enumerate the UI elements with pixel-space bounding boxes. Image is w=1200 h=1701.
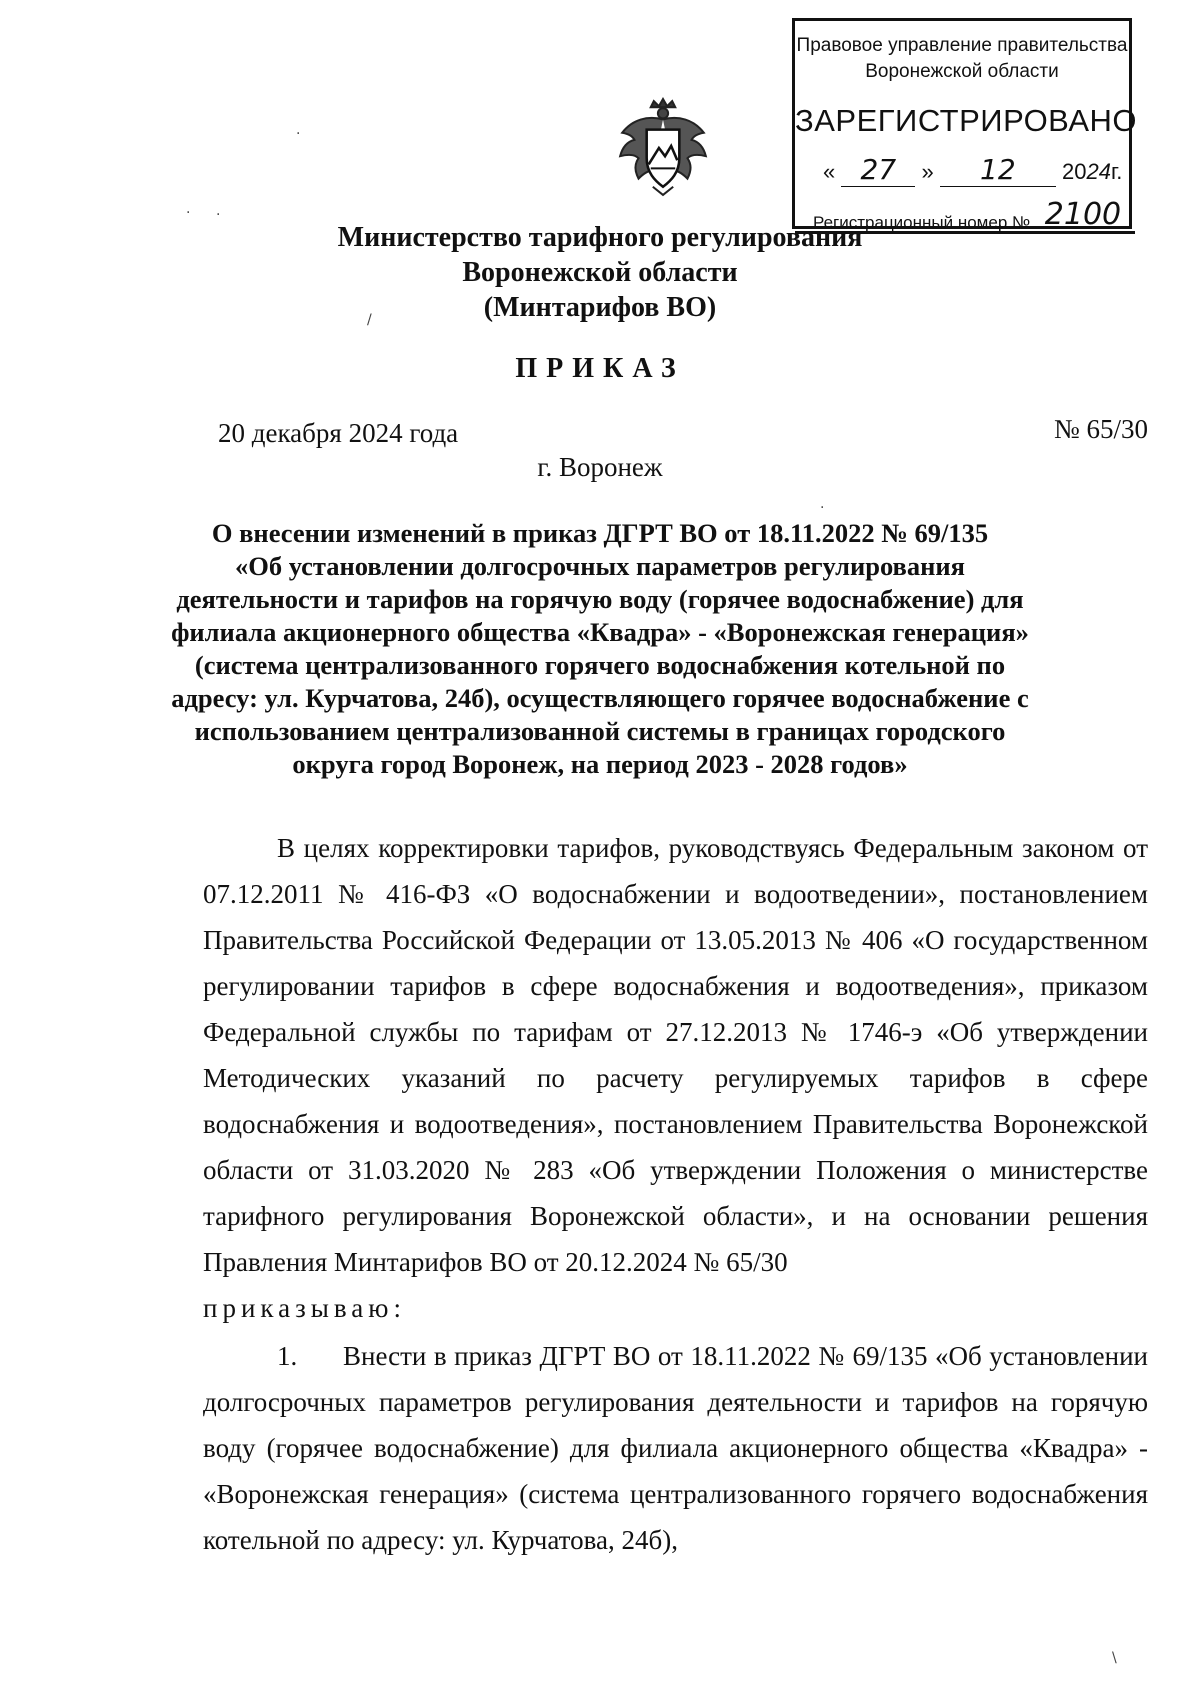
stamp-organization-line1: Правовое управление правительства xyxy=(796,35,1128,56)
scan-mark: · xyxy=(186,205,191,221)
registration-stamp xyxy=(792,18,1138,232)
stamp-date-month: 12 xyxy=(940,153,1056,187)
order-verb: приказываю: xyxy=(203,1293,406,1323)
stamp-organization-line2: Воронежской области xyxy=(865,61,1059,82)
scan-mark: \ xyxy=(1112,1650,1117,1666)
stamp-date-year: 24 xyxy=(1086,159,1111,184)
stamp-date-open-quote: « xyxy=(823,159,836,184)
order-item-text: Внести в приказ ДГРТ ВО от 18.11.2022 № 69/135 «Об установлении долгосрочных параметров регулирования деятельности и тарифов на горячую воду (горячее водоснабжение) для филиала акционерного общества «Квадра» - «Воронежская генерация» (система централизованного горячего водоснабжения котельной по адресу: ул. Курчатова, 24б), xyxy=(203,1341,1148,1555)
scan-mark: · xyxy=(296,126,301,142)
subject-line: округа город Воронеж, на период 2023 - 2028 годов» xyxy=(292,749,908,779)
scan-mark: · xyxy=(216,207,221,223)
subject-line: «Об установлении долгосрочных параметров регулирования xyxy=(235,551,965,581)
stamp-date-year-suffix: г. xyxy=(1110,159,1123,184)
subject-line: О внесении изменений в приказ ДГРТ ВО от 18.11.2022 № 69/135 xyxy=(211,518,989,548)
document-number: № 65/30 xyxy=(1053,414,1148,444)
document-city: г. Воронеж xyxy=(537,452,663,482)
document-date: 20 декабря 2024 года xyxy=(218,418,459,448)
subject-line: филиала акционерного общества «Квадра» - «Воронежская генерация» xyxy=(171,617,1029,647)
stamp-registration-number: 2100 xyxy=(1035,197,1131,234)
ministry-region: Воронежской области xyxy=(462,257,738,288)
stamp-registration-label: Регистрационный номер № xyxy=(813,213,1031,232)
subject-line: деятельности и тарифов на горячую воду (горячее водоснабжение) для xyxy=(176,584,1024,614)
stamp-date-day: 27 xyxy=(841,153,915,187)
preamble-paragraph: В целях корректировки тарифов, руководствуясь Федеральным законом от 07.12.2011 № 416-ФЗ «О водоснабжении и водоотведении», постановлением Правительства Российской Федерации от 13.05.2013 № 406 «О государственном регулировании тарифов в сфере водоснабжения и водоотведения», приказом Федеральной службы по тарифам от 27.12.2013 № 1746-э «Об утверждении Методических указаний по расчету регулируемых тарифов в сфере водоснабжения и водоотведения», постановлением Правительства Воронежской области от 31.03.2020 № 283 «Об утверждении Положения о министерстве тарифного регулирования Воронежской области», и на основании решения Правления Минтарифов ВО от 20.12.2024 № 65/30 xyxy=(203,833,1148,1277)
stamp-date-close-quote: » xyxy=(921,159,934,184)
ministry-name: Министерство тарифного регулирования xyxy=(337,222,863,253)
document-subject xyxy=(0,517,1200,781)
subject-line: использованием централизованной системы в границах городского xyxy=(194,716,1006,746)
stamp-title: ЗАРЕГИСТРИРОВАНО xyxy=(795,103,1138,138)
stamp-date xyxy=(823,153,1122,187)
stamp-date-year-prefix: 20 xyxy=(1062,159,1087,184)
scan-mark: / xyxy=(367,312,372,328)
order-item-number: 1. xyxy=(277,1341,298,1371)
ministry-abbreviation: (Минтарифов ВО) xyxy=(483,292,717,323)
coat-of-arms-icon xyxy=(612,97,714,199)
subject-line: адресу: ул. Курчатова, 24б), осуществляющего горячее водоснабжение с xyxy=(171,683,1029,713)
document-body xyxy=(203,825,1148,1563)
scan-mark: · xyxy=(820,500,825,516)
subject-line: (система централизованного горячего водоснабжения котельной по xyxy=(194,650,1006,680)
order-item-1 xyxy=(203,1333,1148,1563)
ministry-header xyxy=(0,220,1200,325)
document-type-title: ПРИКАЗ xyxy=(515,353,685,384)
